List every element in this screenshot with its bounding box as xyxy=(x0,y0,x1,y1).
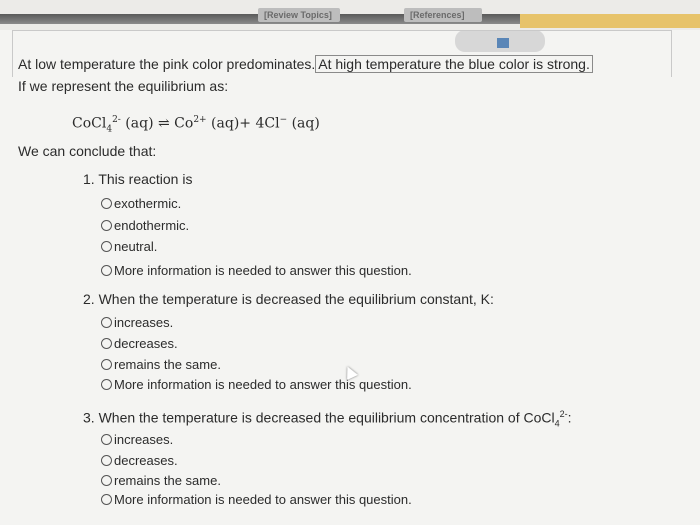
eq-state-2: (aq)+ 4Cl xyxy=(206,115,280,132)
q1-option-exothermic[interactable]: exothermic. xyxy=(101,195,181,213)
eq-reactant-sub: 4 xyxy=(106,124,113,135)
question-1-stem: 1. This reaction is xyxy=(83,171,193,187)
toolbar-accent xyxy=(520,14,700,28)
q3-option-more-info[interactable]: More information is needed to answer this question. xyxy=(101,491,412,509)
q3-option-decreases[interactable]: decreases. xyxy=(101,452,178,470)
radio-icon[interactable] xyxy=(101,475,112,486)
q3-option-increases[interactable]: increases. xyxy=(101,431,173,449)
radio-icon[interactable] xyxy=(101,359,112,370)
radio-icon[interactable] xyxy=(101,265,112,276)
eq-product-1: Co xyxy=(169,115,194,132)
q2-option-increases[interactable]: increases. xyxy=(101,314,173,332)
eq-state-3: (aq) xyxy=(287,115,320,132)
equilibrium-equation xyxy=(72,111,320,138)
q1-option-neutral[interactable]: neutral. xyxy=(101,238,157,256)
radio-icon[interactable] xyxy=(101,220,112,231)
eq-product-2-sup: − xyxy=(279,115,288,125)
q3-stem-sup: 2- xyxy=(559,409,568,419)
radio-icon[interactable] xyxy=(101,379,112,390)
intro-sentence-1: At low temperature the pink color predominates. xyxy=(18,56,316,72)
intro-sentence-2: At high temperature the blue color is strong. xyxy=(315,55,593,73)
radio-icon[interactable] xyxy=(101,434,112,445)
represent-text: If we represent the equilibrium as: xyxy=(18,78,229,94)
intro-line xyxy=(18,55,593,73)
radio-icon[interactable] xyxy=(101,241,112,252)
question-3-stem xyxy=(83,405,572,432)
top-toolbar xyxy=(0,0,700,30)
q2-option-decreases[interactable]: decreases. xyxy=(101,335,178,353)
radio-icon[interactable] xyxy=(101,317,112,328)
references-link[interactable]: [References] xyxy=(404,8,482,22)
q3-stem-text: 3. When the temperature is decreased the equilibrium concentration of CoCl xyxy=(83,409,555,426)
conclude-text: We can conclude that: xyxy=(18,143,157,159)
eq-product-1-sup: 2+ xyxy=(193,115,207,125)
q2-option-same[interactable]: remains the same. xyxy=(101,356,221,374)
eq-arrow: ⇌ xyxy=(158,115,170,132)
q3-stem-sub: 4 xyxy=(554,418,560,429)
eq-state-1: (aq) xyxy=(120,115,158,132)
eq-reactant-sup: 2- xyxy=(112,115,121,125)
q1-option-more-info[interactable]: More information is needed to answer this question. xyxy=(101,262,412,280)
radio-icon[interactable] xyxy=(101,494,112,505)
radio-icon[interactable] xyxy=(101,455,112,466)
eq-reactant: CoCl xyxy=(72,115,107,132)
q2-option-more-info[interactable]: More information is needed to answer this question. xyxy=(101,376,412,394)
radio-icon[interactable] xyxy=(101,198,112,209)
q3-stem-tail: : xyxy=(567,409,572,426)
question-2-stem: 2. When the temperature is decreased the equilibrium constant, K: xyxy=(83,291,494,307)
q3-option-same[interactable]: remains the same. xyxy=(101,472,221,490)
radio-icon[interactable] xyxy=(101,338,112,349)
review-topics-link[interactable]: [Review Topics] xyxy=(258,8,340,22)
q1-option-endothermic[interactable]: endothermic. xyxy=(101,217,189,235)
